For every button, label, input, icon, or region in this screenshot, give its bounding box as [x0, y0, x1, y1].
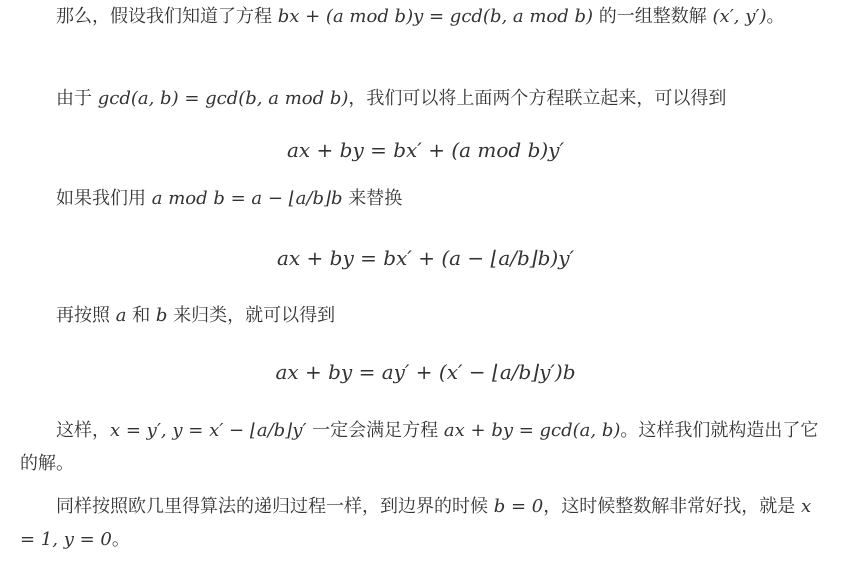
paragraph-5	[20, 414, 831, 480]
inline-math: x = y′, y = x′ − ⌊a/b⌋y′	[110, 420, 307, 441]
text-run: 再按照	[56, 305, 116, 326]
text-run: 和	[126, 305, 156, 326]
text-run: 。这样我们就构造出了它的解。	[20, 420, 819, 474]
paragraph-2	[20, 82, 831, 115]
paragraph-6	[20, 490, 831, 556]
inline-math: gcd(a, b) = gcd(b, a mod b)	[97, 88, 349, 109]
equation-1: ax + by = bx′ + (a mod b)y′	[286, 138, 565, 162]
inline-math: b = 0	[493, 496, 544, 517]
text-run: 来替换	[342, 188, 403, 209]
text-run: 。	[766, 6, 785, 27]
text-run: ，我们可以将上面两个方程联立起来，可以得到	[348, 88, 727, 109]
equation-2: ax + by = bx′ + (a − ⌊a/b⌋b)y′	[276, 246, 575, 270]
paragraph-4	[20, 299, 831, 332]
text-run: 那么，假设我们知道了方程	[56, 6, 278, 27]
text-run: 。	[111, 529, 130, 550]
inline-math: x = 1, y = 0	[20, 496, 812, 550]
text-run: 一定会满足方程	[306, 420, 444, 441]
text-run: 由于	[56, 88, 98, 109]
inline-math: a mod b = a − ⌊a/b⌋b	[151, 188, 343, 209]
inline-math: ax + by = gcd(a, b)	[443, 420, 621, 441]
text-run: 这样，	[56, 420, 110, 441]
paragraph-3	[20, 182, 831, 215]
inline-math: a	[115, 305, 127, 326]
text-run: 同样按照欧几里得算法的递归过程一样，到边界的时候	[56, 496, 494, 517]
paragraph-1	[20, 0, 831, 33]
text-run: 的一组整数解	[593, 6, 713, 27]
text-run: ，这时候整数解非常好找，就是	[543, 496, 801, 517]
text-run: 如果我们用	[56, 188, 152, 209]
text-run: 来归类，就可以得到	[167, 305, 336, 326]
equation-3: ax + by = ay′ + (x′ − ⌊a/b⌋y′)b	[275, 360, 576, 384]
inline-math: (x′, y′)	[712, 6, 767, 27]
inline-math: b	[155, 305, 168, 326]
inline-math: bx + (a mod b)y = gcd(b, a mod b)	[277, 6, 594, 27]
